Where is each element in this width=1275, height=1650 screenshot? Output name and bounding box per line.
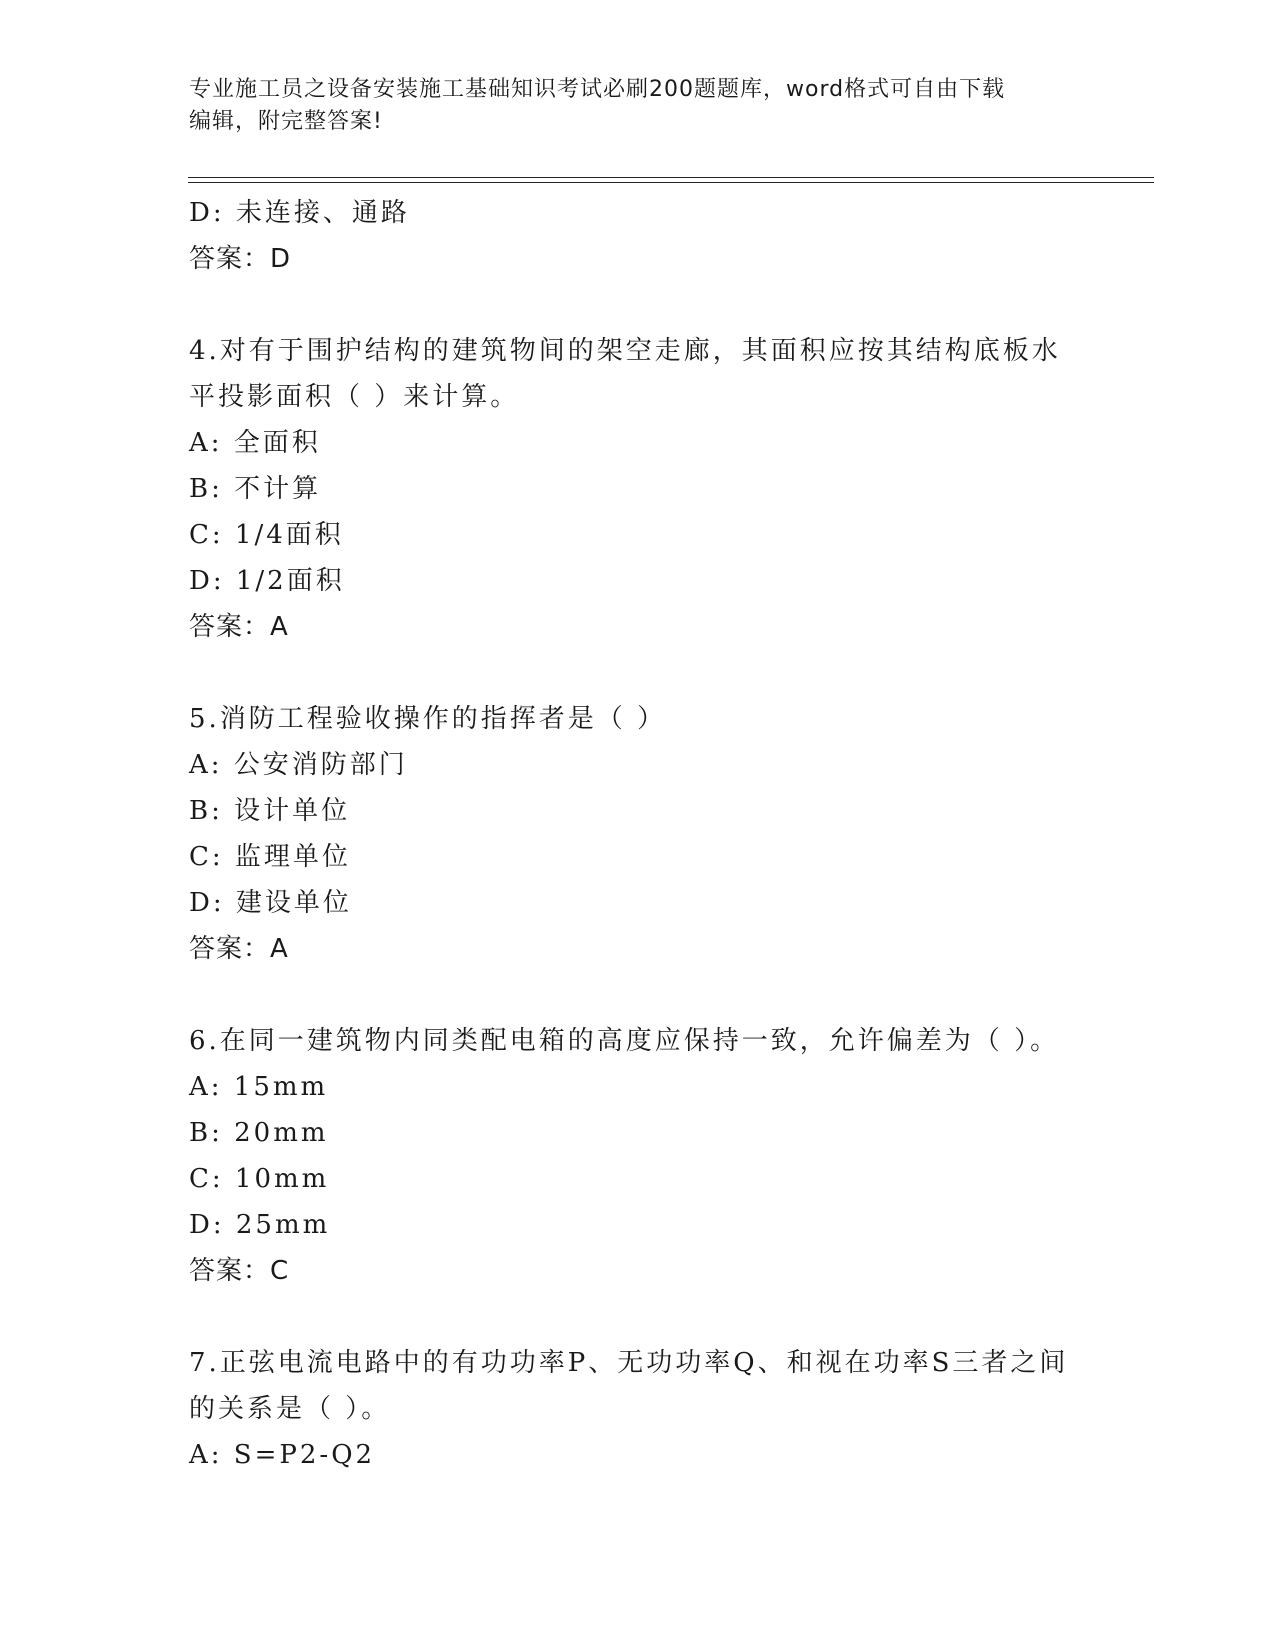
question-block-5 [189,696,1089,972]
option-d: D: 未连接、通路 [189,198,410,228]
question-block-4 [189,328,1089,650]
option-d: D: 建设单位 [189,888,352,918]
header-divider-top [188,177,1154,178]
question-block-7 [189,1340,1089,1478]
option-b: B: 不计算 [189,474,322,504]
option-b: B: 20mm [189,1118,329,1148]
option-c: C: 10mm [189,1164,330,1194]
spacer [189,282,1089,328]
option-a: A: 15mm [189,1072,329,1102]
question-stem: 的关系是（ ）。 [189,1394,391,1424]
header-line-2: 编辑，附完整答案! [189,109,383,134]
option-d: D: 25mm [189,1210,331,1240]
option-a: A: 全面积 [189,428,321,458]
question-block-6 [189,1018,1089,1294]
spacer [189,972,1089,1018]
option-b: B: 设计单位 [189,796,351,826]
question-list [189,190,1089,1478]
header-line-1: 专业施工员之设备安装施工基础知识考试必刷200题题库，word格式可自由下载 [189,77,1006,102]
option-c: C: 监理单位 [189,842,351,872]
question-stem: 6.在同一建筑物内同类配电箱的高度应保持一致，允许偏差为（ ）。 [189,1026,1060,1056]
question-stem: 7.正弦电流电路中的有功功率P、无功功率Q、和视在功率S三者之间 [189,1348,1069,1378]
option-d: D: 1/2面积 [189,566,345,596]
answer-line: 答案：C [189,1256,290,1286]
answer-line: 答案：D [189,244,292,274]
question-stem: 4.对有于围护结构的建筑物间的架空走廊，其面积应按其结构底板水 [189,336,1061,366]
header-divider-bottom [188,182,1154,183]
document-header [189,74,1089,138]
option-a: A: S=P2-Q2 [189,1440,376,1470]
option-c: C: 1/4面积 [189,520,344,550]
answer-line: 答案：A [189,934,289,964]
answer-line: 答案：A [189,612,289,642]
option-a: A: 公安消防部门 [189,750,408,780]
spacer [189,650,1089,696]
question-stem: 平投影面积（ ）来计算。 [189,382,520,412]
question-stem: 5.消防工程验收操作的指挥者是（ ） [189,704,667,734]
spacer [189,1294,1089,1340]
